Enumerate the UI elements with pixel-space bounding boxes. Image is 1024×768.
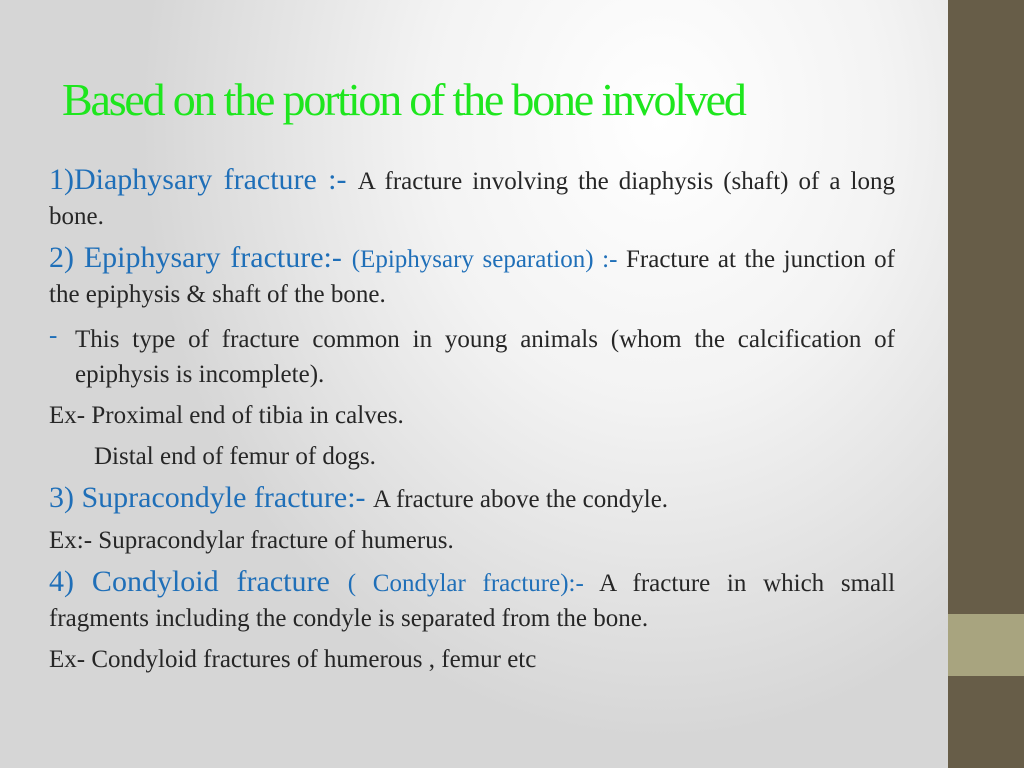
diaphysary-heading: 1)Diaphysary fracture :- [49, 163, 358, 196]
supracondyle-heading: 3) Supracondyle fracture:- [49, 481, 374, 514]
condyloid-text: A fracture in which small fragments including the condyle is separated from the bone. [49, 570, 896, 632]
supracondyle-text: A fracture above the condyle. [373, 486, 669, 513]
diaphysary-text: A fracture involving the diaphysis (shaft) of a long bone. [49, 168, 895, 230]
supracondyle-example: Ex:- Supracondylar fracture of humerus. [49, 527, 454, 554]
epiphysary-bullet-text: This type of fracture common in young animals (whom the calcification of epiphysis is incomplete). [75, 326, 895, 388]
epiphysary-heading: 2) Epiphysary fracture:- [49, 241, 352, 274]
item-condyloid [49, 564, 895, 636]
epiphysary-example-2: Distal end of femur of dogs. [94, 443, 376, 470]
sidebar-accent-block [948, 614, 1024, 676]
item-epiphysary [49, 240, 895, 312]
epiphysary-text: Fracture at the junction of the epiphysis & shaft of the bone. [49, 246, 895, 308]
epiphysary-bullet [49, 322, 895, 392]
item-supracondyle [49, 480, 895, 517]
dash-marker: - [49, 322, 58, 349]
epiphysary-subheading: (Epiphysary separation) :- [351, 246, 626, 273]
slide-title: Based on the portion of the bone involved [62, 74, 745, 125]
condyloid-example: Ex- Condyloid fractures of humerous , femur etc [49, 646, 537, 673]
epiphysary-example-1: Ex- Proximal end of tibia in calves. [49, 402, 404, 429]
slide-body [49, 162, 895, 677]
condyloid-heading: 4) Condyloid fracture [49, 565, 348, 598]
item-diaphysary [49, 162, 895, 234]
condyloid-subheading: ( Condylar fracture):- [347, 570, 600, 597]
